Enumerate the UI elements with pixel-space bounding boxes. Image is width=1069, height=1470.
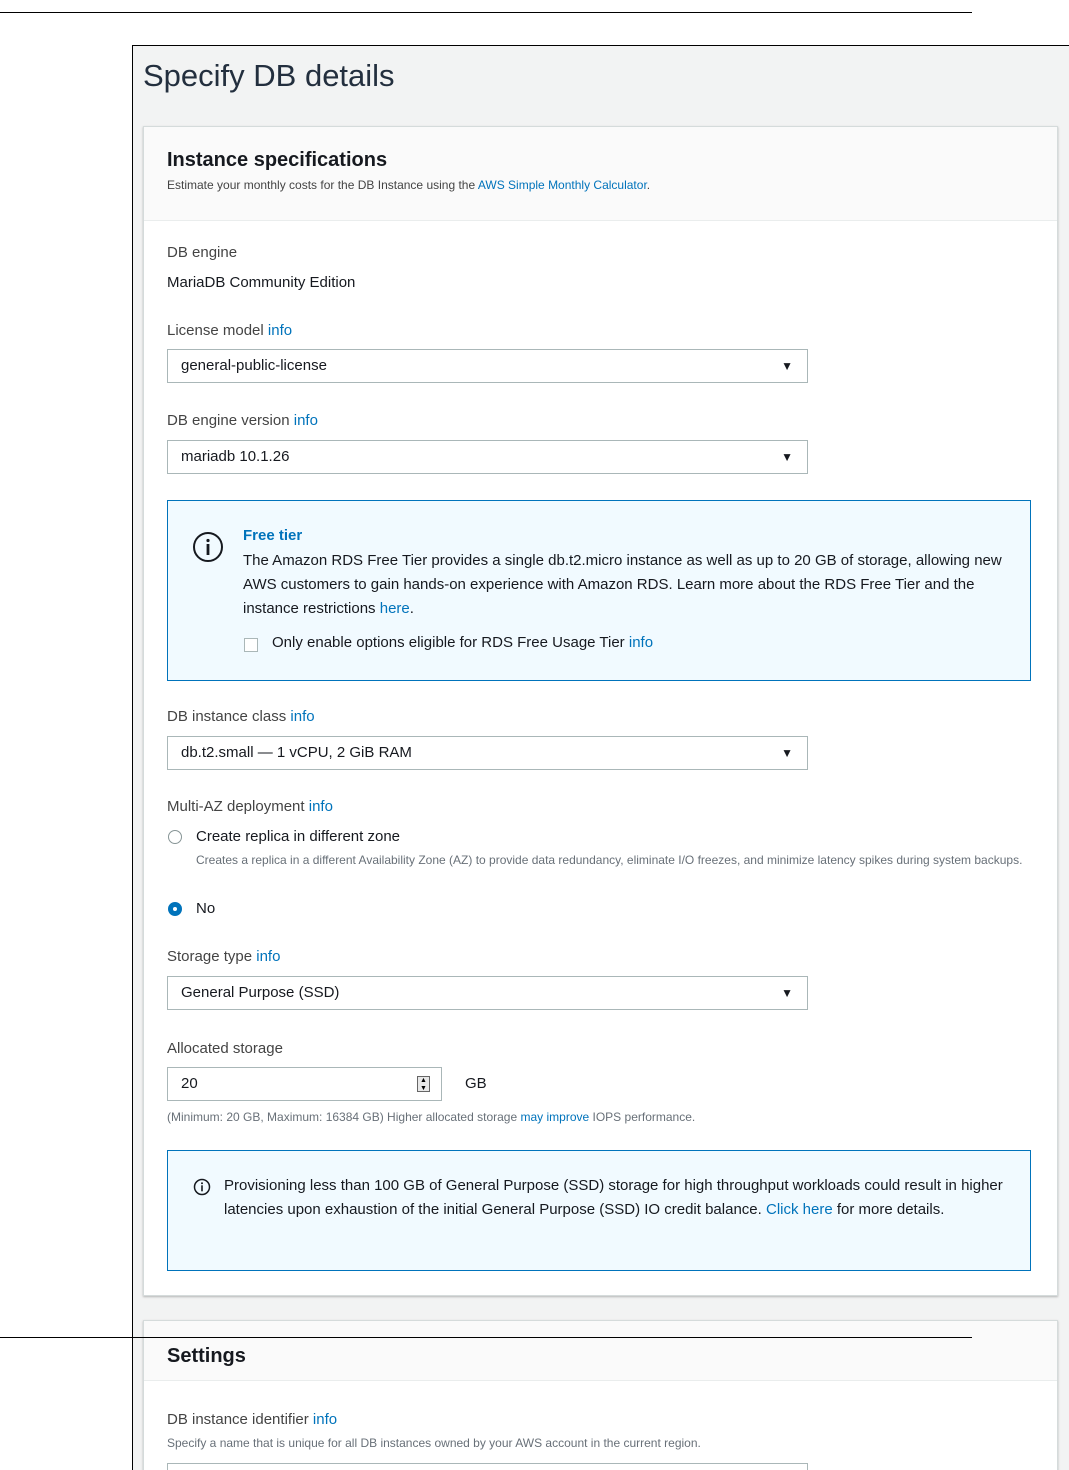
engine-version-select[interactable] xyxy=(167,440,808,474)
create-replica-label: Create replica in different zone xyxy=(196,828,401,845)
free-tier-info-link[interactable]: info xyxy=(628,634,654,651)
panel-description xyxy=(167,178,1033,192)
multi-az-info-link[interactable]: info xyxy=(308,798,333,815)
panel-title: Instance specifications xyxy=(167,149,388,171)
license-model-value: general-public-license xyxy=(181,357,327,374)
engine-version-label xyxy=(167,412,318,429)
free-tier-alert xyxy=(167,500,1031,681)
description-text: Estimate your monthly costs for the DB Instance using the xyxy=(167,178,478,192)
instance-specifications-panel xyxy=(143,126,1058,1296)
storage-type-label-text: Storage type xyxy=(167,948,253,965)
calculator-link[interactable]: AWS Simple Monthly Calculator xyxy=(477,178,647,192)
version-label-text: DB engine version xyxy=(167,412,290,429)
allocated-storage-hint xyxy=(167,1110,695,1124)
storage-type-label xyxy=(167,948,280,965)
chevron-down-icon: ▼ xyxy=(781,450,793,464)
page-title: Specify DB details xyxy=(143,58,395,93)
hint-text: (Minimum: 20 GB, Maximum: 16384 GB) Higher allocated storage xyxy=(167,1110,521,1124)
free-tier-here-link[interactable]: here xyxy=(379,600,410,617)
multi-az-label xyxy=(167,798,333,815)
radio-no[interactable] xyxy=(168,902,182,916)
engine-version-value: mariadb 10.1.26 xyxy=(181,448,290,465)
provisioning-alert xyxy=(167,1150,1031,1271)
instance-class-select[interactable] xyxy=(167,736,808,770)
description-period: . xyxy=(646,178,651,192)
instance-class-label xyxy=(167,708,315,725)
free-tier-title: Free tier xyxy=(243,527,303,544)
instance-identifier-label xyxy=(167,1411,337,1428)
license-model-label xyxy=(167,322,292,339)
free-tier-checkbox[interactable] xyxy=(244,638,258,652)
allocated-storage-label: Allocated storage xyxy=(167,1040,283,1057)
chevron-down-icon: ▼ xyxy=(781,986,793,1000)
hint-suffix: IOPS performance. xyxy=(589,1110,696,1124)
provisioning-text: Provisioning less than 100 GB of General Purpose (SSD) storage for high throughput workloads could result in higher latencies upon exhaustion of the initial General Purpose (SSD) IO credit balance. xyxy=(224,1177,1003,1218)
provisioning-alert-text xyxy=(224,1174,1009,1222)
allocated-storage-value: 20 xyxy=(181,1075,198,1092)
bottom-divider xyxy=(0,1337,972,1338)
may-improve-link[interactable]: may improve xyxy=(520,1110,590,1124)
panel-header xyxy=(144,127,1057,221)
free-tier-body: The Amazon RDS Free Tier provides a single db.t2.micro instance as well as up to 20 GB of storage, allowing new AWS customers to gain hands-on experience with Amazon RDS. Learn more about the RDS Free Tier and the instance restrictions xyxy=(243,552,1002,617)
allocated-storage-row xyxy=(144,1067,544,1101)
db-engine-label: DB engine xyxy=(167,244,238,261)
license-model-select[interactable] xyxy=(167,349,808,383)
instance-identifier-description: Specify a name that is unique for all DB instances owned by your AWS account in the current region. xyxy=(167,1436,701,1450)
storage-type-info-link[interactable]: info xyxy=(256,948,281,965)
db-engine-value: MariaDB Community Edition xyxy=(167,274,356,291)
settings-header xyxy=(144,1321,1057,1381)
click-here-link[interactable]: Click here xyxy=(765,1201,833,1218)
chevron-down-icon: ▼ xyxy=(781,746,793,760)
identifier-info-link[interactable]: info xyxy=(312,1411,338,1428)
settings-panel xyxy=(143,1320,1058,1470)
settings-title: Settings xyxy=(167,1345,246,1367)
radio-create-replica[interactable] xyxy=(168,830,182,844)
allocated-storage-input[interactable] xyxy=(167,1067,442,1101)
multi-az-label-text: Multi-AZ deployment xyxy=(167,798,305,815)
license-info-link[interactable]: info xyxy=(267,322,293,339)
storage-type-select[interactable] xyxy=(167,976,808,1010)
instance-class-value: db.t2.small — 1 vCPU, 2 GiB RAM xyxy=(181,744,412,761)
free-tier-period: . xyxy=(409,600,414,617)
chevron-down-icon: ▼ xyxy=(781,359,793,373)
free-tier-checkbox-label xyxy=(272,634,653,651)
class-label-text: DB instance class xyxy=(167,708,287,725)
page-frame xyxy=(132,45,1069,1470)
identifier-label-text: DB instance identifier xyxy=(167,1411,309,1428)
provisioning-suffix: for more details. xyxy=(832,1201,945,1218)
stepper-icon[interactable]: ▲ ▼ xyxy=(417,1076,430,1092)
version-info-link[interactable]: info xyxy=(293,412,318,429)
info-circle-icon xyxy=(193,1178,211,1196)
class-info-link[interactable]: info xyxy=(290,708,315,725)
license-label-text: License model xyxy=(167,322,264,339)
info-circle-icon xyxy=(192,531,224,563)
top-divider xyxy=(0,12,972,13)
checkbox-label-text: Only enable options eligible for RDS Free Usage Tier xyxy=(272,634,625,651)
no-label: No xyxy=(196,900,216,917)
free-tier-text xyxy=(243,549,1013,621)
allocated-storage-unit: GB xyxy=(465,1075,487,1092)
storage-type-value: General Purpose (SSD) xyxy=(181,984,340,1001)
create-replica-description: Creates a replica in a different Availability Zone (AZ) to provide data redundancy, eliminate I/O freezes, and minimize latency spikes during system backups. xyxy=(196,853,1023,867)
